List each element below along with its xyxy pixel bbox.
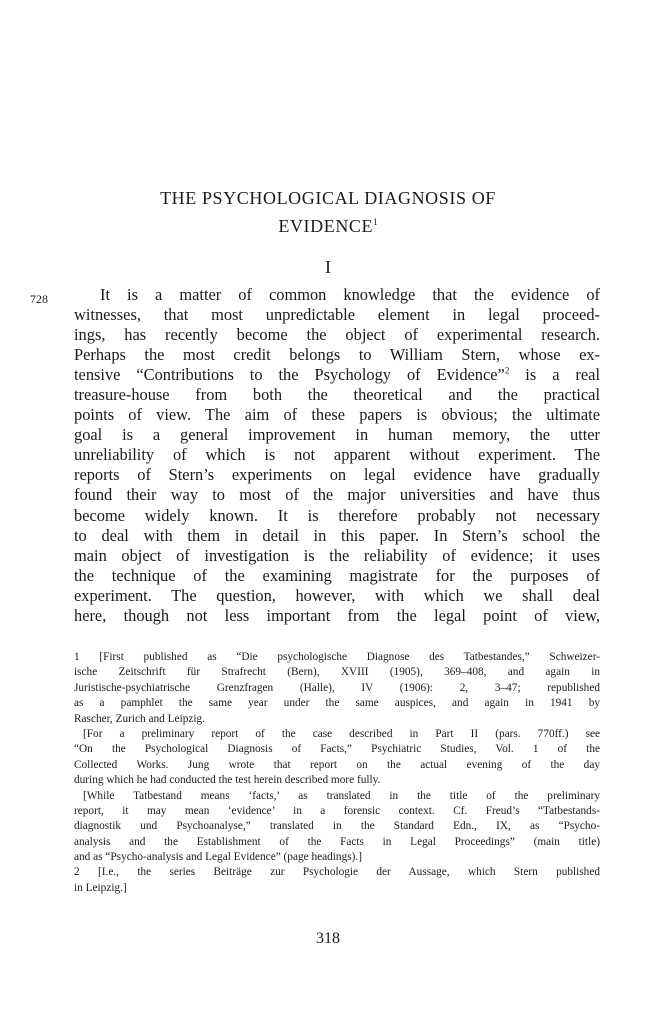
- body-line: become widely known. It is therefore probably not necessary: [74, 505, 600, 525]
- footnote-line: 1 [First published as “Die psychologische Diagnose des Tatbestandes,” Schweizer-: [74, 651, 600, 663]
- footnote-ref-marker: 2: [504, 365, 510, 376]
- body-line: reports of Stern’s experiments on legal evidence have gradually: [74, 465, 600, 485]
- footnote-line: [While Tatbestand means ‘facts,’ as translated in the title of the preliminary: [83, 789, 600, 802]
- body-line: ings, has recently become the object of experimental research.: [74, 325, 600, 345]
- chapter-title-line-1: THE PSYCHOLOGICAL DIAGNOSIS OF: [160, 188, 496, 208]
- footnote-line: Collected Works. Jung wrote that report on the actual evening of the day: [74, 758, 600, 771]
- body-line: the technique of the examining magistrate for the purposes of: [74, 565, 600, 585]
- footnote-line: Rascher, Zurich and Leipzig.: [74, 712, 205, 725]
- footnote-line: during which he had conducted the test herein described more fully.: [74, 774, 381, 787]
- body-line-with-footnote-ref: [74, 365, 600, 385]
- body-paragraph: [74, 285, 600, 626]
- section-number: I: [325, 257, 331, 277]
- footnote-line: “On the Psychological Diagnosis of Facts,” Psychiatric Studies, Vol. 1 of the: [74, 743, 600, 756]
- chapter-title-word: EVIDENCE: [278, 216, 374, 236]
- body-line: main object of investigation is the reliability of evidence; it uses: [74, 545, 600, 565]
- footnote-line: in Leipzig.]: [74, 881, 127, 894]
- footnote-line: and as “Psycho-analysis and Legal Evidence” (page headings).]: [74, 851, 362, 864]
- body-line: treasure-house from both the theoretical and the practical: [74, 385, 600, 405]
- paragraph-number: 728: [30, 292, 48, 306]
- footnote-line: as a pamphlet the same year under the same auspices, and again in 1941 by: [74, 697, 600, 710]
- body-line: It is a matter of common knowledge that the evidence of: [100, 285, 600, 304]
- footnote-line: Juristische-psychiatrische Grenzfragen (Halle), IV (1906): 2, 3–47; republished: [74, 681, 600, 694]
- body-line: Perhaps the most credit belongs to William Stern, whose ex-: [74, 345, 600, 365]
- body-line: here, though not less important from the legal point of view,: [74, 605, 600, 625]
- body-line: to deal with them in detail in this paper. In Stern’s school the: [74, 525, 600, 545]
- body-line-tail: is a real: [509, 365, 600, 385]
- body-line: experiment. The question, however, with which we shall deal: [74, 585, 600, 605]
- footnote-line: [For a preliminary report of the case described in Part II (pars. 770ff.) see: [83, 727, 600, 740]
- footnote-line: 2 [I.e., the series Beiträge zur Psychologie der Aussage, which Stern published: [74, 866, 600, 879]
- body-line-text: tensive “Contributions to the Psychology of Evidence”: [74, 365, 505, 385]
- footnote-line: diagnostik und Psychoanalyse,” translated in the Standard Edn., IX, as “Psycho-: [74, 820, 600, 833]
- footnotes: [74, 650, 600, 896]
- footnote-line: report, it may mean ‘evidence’ in a forensic context. Cf. Freud’s “Tatbestands-: [74, 804, 600, 817]
- body-line: found their way to most of the major universities and have thus: [74, 485, 600, 505]
- page-number: 318: [316, 930, 340, 947]
- chapter-title-line-2: [60, 210, 596, 238]
- body-line: goal is a general improvement in human memory, the utter: [74, 425, 600, 445]
- footnote-line: analysis and the Establishment of the Facts in Legal Proceedings” (main title): [74, 835, 600, 848]
- body-line: unreliability of which is not apparent without experiment. The: [74, 445, 600, 465]
- body-line: points of view. The aim of these papers is obvious; the ultimate: [74, 405, 600, 425]
- title-footnote-marker: 1: [373, 217, 378, 227]
- footnote-line: ische Zeitschrift für Strafrecht (Bern), XVIII (1905), 369–408, and again in: [74, 666, 600, 679]
- body-line: witnesses, that most unpredictable element in legal proceed-: [74, 305, 600, 325]
